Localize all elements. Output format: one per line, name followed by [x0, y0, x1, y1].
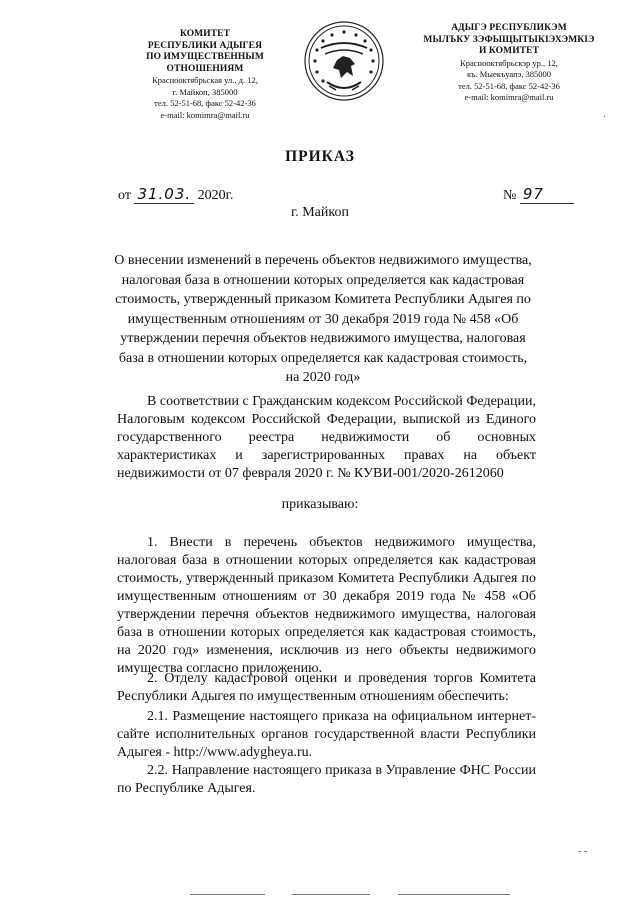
org-email-adyghe: e-mail: komimra@mail.ru	[464, 92, 554, 102]
item-2-paragraph: 2. Отделу кадастровой оценки и проведения торгов Комитета Республики Адыгея по имущественным отношениям обеспечить:	[117, 671, 536, 704]
handwritten-number: 97	[520, 185, 574, 204]
org-phone-adyghe: тел. 52-51-68, факс 52-42-36	[458, 80, 560, 91]
org-name-line3: ПО ИМУЩЕСТВЕННЫМ ОТНОШЕНИЯМ	[146, 52, 264, 74]
date-year: 2020г.	[197, 188, 234, 203]
preamble-paragraph: В соответствии с Гражданским кодексом Российской Федерации, Налоговым кодексом Российской Федерации, выпиской из Единого государственного реестра недвижимости об основных характеристиках и зарегистрированных правах на объект недвижимости от 07 февраля 2020 г. № КУВИ-001/2020-2612060	[117, 394, 536, 481]
item-2-1-paragraph: 2.1. Размещение настоящего приказа на официальном интернет-сайте исполнительных органов государственной власти Республики Адыгея - http://www.adygheya.ru.	[117, 709, 536, 760]
org-address: Краснооктябрьская ул., д. 12,	[152, 75, 258, 85]
org-name-adyghe-line1: АДЫГЭ РЕСПУБЛИКЭМ	[451, 23, 567, 33]
date-prefix: от	[118, 188, 131, 203]
org-city: г. Майкоп, 385000	[172, 86, 238, 97]
document-subject: О внесении изменений в перечень объектов недвижимого имущества, налоговая база в отношении которых определяется как кадастровая стоимость, утвержденный приказом Комитета Республики Адыгея по имущественным отношениям от 30 декабря 2019 года № 458 «Об утверждении перечня объектов недвижимого имущества, налоговая база в отношении которых определяется как кадастровая стоимость, на 2020 год»	[114, 253, 532, 385]
org-city-adyghe: къ. Мыекъуапэ, 385000	[466, 69, 552, 79]
number-sign: №	[503, 188, 517, 203]
org-email: e-mail: komimra@mail.ru	[160, 109, 250, 120]
number-line	[503, 185, 574, 204]
order-word: приказываю:	[281, 497, 359, 512]
org-address-adyghe: Краснооктябрьскэр ур., 12,	[460, 57, 558, 68]
coat-of-arms-emblem	[303, 20, 385, 102]
item-2-2-paragraph: 2.2. Направление настоящего приказа в Управление ФНС России по Республике Адыгея.	[117, 763, 536, 796]
header-right-block	[414, 23, 604, 104]
org-name-adyghe-line2: МЫЛЪКУ ЗЭФЫЩЫТЫКIЭХЭМКIЭ	[423, 34, 595, 45]
bottom-cut-line	[398, 894, 510, 895]
margin-mark: ·	[603, 112, 607, 123]
document-title: ПРИКАЗ	[285, 148, 355, 165]
bottom-cut-line	[190, 894, 265, 895]
org-name-line1: КОМИТЕТ	[179, 29, 231, 39]
bottom-cut-line	[292, 894, 370, 895]
margin-mark: - -	[578, 846, 588, 857]
item-1-paragraph: 1. Внести в перечень объектов недвижимого имущества, налоговая база в отношении которых определяется как кадастровая стоимость, утвержденный приказом Комитета Республики Адыгея по имущественным отношениям от 30 декабря 2019 года № 458 «Об утверждении перечня объектов недвижимого имущества, налоговая база в отношении которых определяется как кадастровая стоимость, на 2020 год» изменения, исключив из него объекты недвижимого имущества согласно приложению.	[117, 535, 536, 676]
org-name-adyghe-line3: И КОМИТЕТ	[478, 46, 540, 56]
date-line	[118, 185, 233, 204]
document-city: г. Майкоп	[291, 205, 349, 220]
header-left-block	[110, 29, 300, 121]
handwritten-date: 31.03.	[134, 185, 194, 204]
org-name-line2: РЕСПУБЛИКИ АДЫГЕЯ	[147, 40, 263, 51]
org-phone: тел. 52-51-68, факс 52-42-36	[154, 98, 256, 108]
